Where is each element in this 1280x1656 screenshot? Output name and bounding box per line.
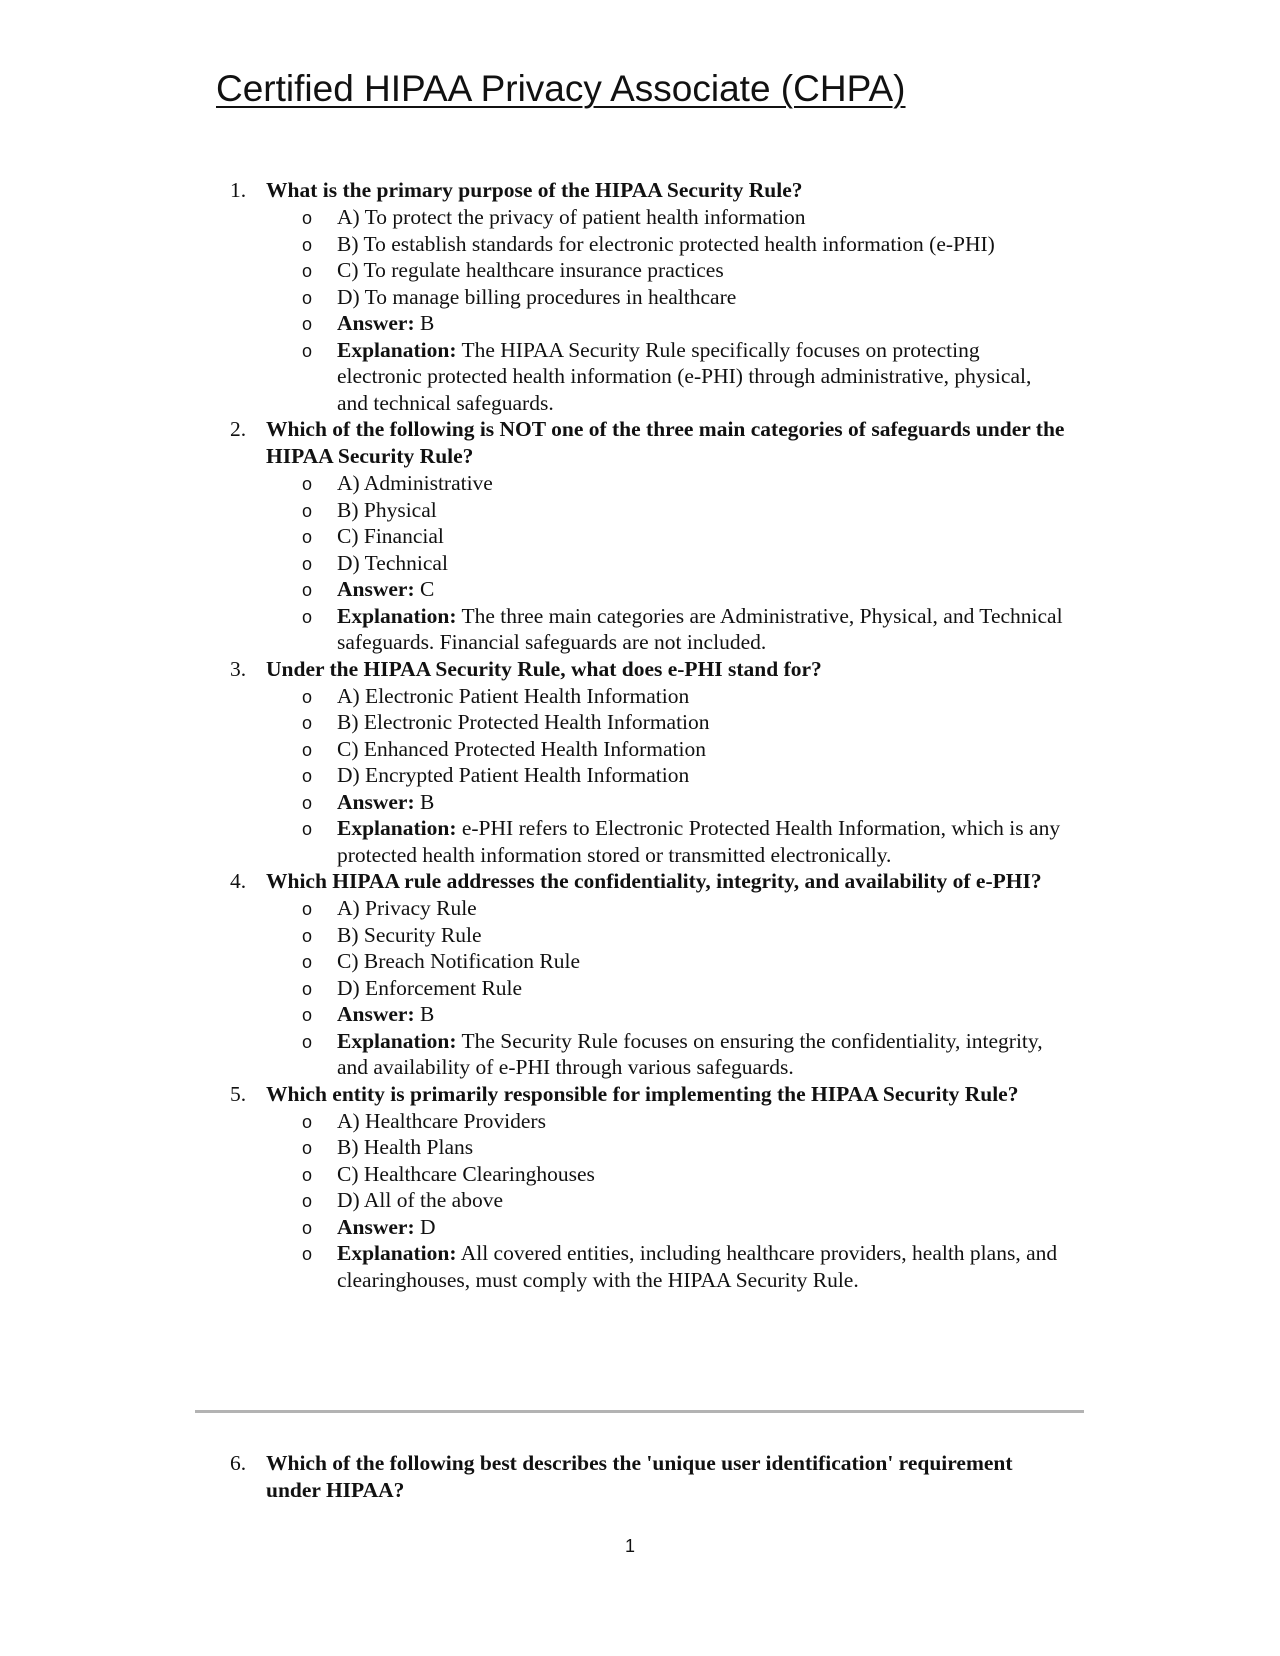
question-3 [0,656,1280,869]
option-c: o C) Financial [0,523,1280,550]
answer-line: o Answer: B [0,1001,1280,1028]
bullet-icon: o [302,1244,313,1264]
explanation-line: o Explanation: The HIPAA Security Rule specifically focuses on protecting electronic protected health information (e-PHI) through administrative, physical, and technical safeguards. [302,337,1032,415]
bullet-icon: o [302,1111,313,1132]
question-list [0,177,1280,1293]
bullet-icon: o [302,580,313,600]
question-text: 4. Which HIPAA rule addresses the confidentiality, integrity, and availability of e-PHI? [230,869,1042,893]
option-a: o A) Electronic Patient Health Information [0,683,1280,710]
bullet-icon: o [302,978,313,999]
question-number: 1. [230,178,247,202]
option-b: o B) Health Plans [0,1134,1280,1161]
bullet-icon: o [302,261,313,281]
question-4 [0,868,1280,1081]
bullet-icon: o [302,1217,313,1238]
bullet-icon: o [302,952,313,972]
answer-line: o Answer: B [0,789,1280,816]
question-number: 5. [230,1081,247,1106]
answer-value: B [420,789,435,814]
bullet-icon: o [302,1005,313,1025]
question-number: 3. [230,656,247,681]
explanation-line: o Explanation: The three main categories are Administrative, Physical, and Technical safeguards. Financial safeguards are not included. [302,603,1063,654]
bullet-icon: o [302,474,313,494]
bullet-icon: o [302,792,313,813]
answer-line: o Answer: B [0,310,1280,337]
explanation-text: The three main categories are Administrative, Physical, and Technical safeguards. Financial safeguards are not included. [337,603,1063,654]
bullet-icon: o [302,819,313,839]
question-5 [0,1081,1280,1294]
bullet-icon: o [302,1031,313,1052]
bullet-icon: o [302,899,313,919]
option-b: o B) To establish standards for electronic protected health information (e-PHI) [0,231,1280,258]
section-divider [195,1410,1084,1413]
question-text: 5. Which entity is primarily responsible for implementing the HIPAA Security Rule? [230,1081,1019,1106]
question-text: 1. What is the primary purpose of the HIPAA Security Rule? [230,178,803,202]
option-d: o D) Technical [0,550,1280,577]
explanation-line: o Explanation: The Security Rule focuses on ensuring the confidentiality, integrity, and availability of e-PHI through various safeguards. [302,1028,1043,1079]
explanation-text: The HIPAA Security Rule specifically focuses on protecting electronic protected health information (e-PHI) through administrative, physical, and technical safeguards. [337,337,1032,415]
bullet-icon: o [302,340,313,361]
bullet-icon: o [302,1191,313,1211]
explanation-line: o Explanation: e-PHI refers to Electronic Protected Health Information, which is any protected health information stored or transmitted electronically. [302,816,1061,867]
option-d: o D) To manage billing procedures in healthcare [0,284,1280,311]
option-a: o A) Healthcare Providers [0,1108,1280,1135]
option-c: o C) Breach Notification Rule [0,948,1280,975]
bullet-icon: o [302,1138,313,1158]
answer-value: C [420,577,435,601]
answer-value: B [420,1002,435,1026]
bullet-icon: o [302,314,313,334]
answer-line: o Answer: D [0,1214,1280,1241]
bullet-icon: o [302,925,313,946]
question-list-continued [0,1450,1280,1504]
option-c: o C) Enhanced Protected Health Information [0,736,1280,763]
question-number: 2. [230,417,247,441]
option-d: o D) All of the above [0,1187,1280,1214]
option-a: o A) To protect the privacy of patient health information [0,204,1280,231]
explanation-text: All covered entities, including healthcare providers, health plans, and clearinghouses, must comply with the HIPAA Security Rule. [337,1241,1058,1292]
option-list [0,895,1280,1081]
option-d: o D) Enforcement Rule [0,975,1280,1002]
option-d: o D) Encrypted Patient Health Information [0,762,1280,789]
question-text: 6. Which of the following best describes the 'unique user identification' requirement under HIPAA? [230,1451,1013,1502]
option-list [0,204,1280,416]
question-number: 6. [230,1451,247,1475]
bullet-icon: o [302,527,313,547]
option-a: o A) Privacy Rule [0,895,1280,922]
question-2 [0,416,1280,656]
explanation-text: The Security Rule focuses on ensuring the confidentiality, integrity, and availability of e-PHI through various safeguards. [337,1028,1043,1079]
option-b: o B) Electronic Protected Health Information [0,709,1280,736]
bullet-icon: o [302,766,313,786]
option-b: o B) Physical [0,497,1280,524]
bullet-icon: o [302,1164,313,1185]
option-a: o A) Administrative [0,470,1280,497]
bullet-icon: o [302,287,313,308]
option-list [0,683,1280,869]
option-b: o B) Security Rule [0,922,1280,949]
option-list [0,470,1280,656]
option-c: o C) To regulate healthcare insurance practices [0,257,1280,284]
question-1 [0,177,1280,416]
page-title: Certified HIPAA Privacy Associate (CHPA) [216,68,906,109]
bullet-icon: o [302,686,313,707]
explanation-line: o Explanation: All covered entities, including healthcare providers, health plans, and clearinghouses, must comply with the HIPAA Security Rule. [302,1241,1058,1292]
question-number: 4. [230,869,247,893]
page-number: 1 [624,1536,635,1556]
bullet-icon: o [302,500,313,521]
answer-value: B [420,311,435,335]
question-text: 3. Under the HIPAA Security Rule, what does e-PHI stand for? [230,656,822,681]
bullet-icon: o [302,713,313,733]
question-6 [0,1450,1280,1504]
bullet-icon: o [302,739,313,760]
answer-value: D [420,1214,436,1239]
option-c: o C) Healthcare Clearinghouses [0,1161,1280,1188]
explanation-text: e-PHI refers to Electronic Protected Health Information, which is any protected health information stored or transmitted electronically. [337,816,1061,867]
bullet-icon: o [302,234,313,255]
bullet-icon: o [302,606,313,627]
answer-line: o Answer: C [0,576,1280,603]
option-list [0,1108,1280,1294]
bullet-icon: o [302,553,313,574]
question-text: 2. Which of the following is NOT one of the three main categories of safeguards under the HIPAA Security Rule? [230,417,1065,468]
bullet-icon: o [302,208,313,228]
